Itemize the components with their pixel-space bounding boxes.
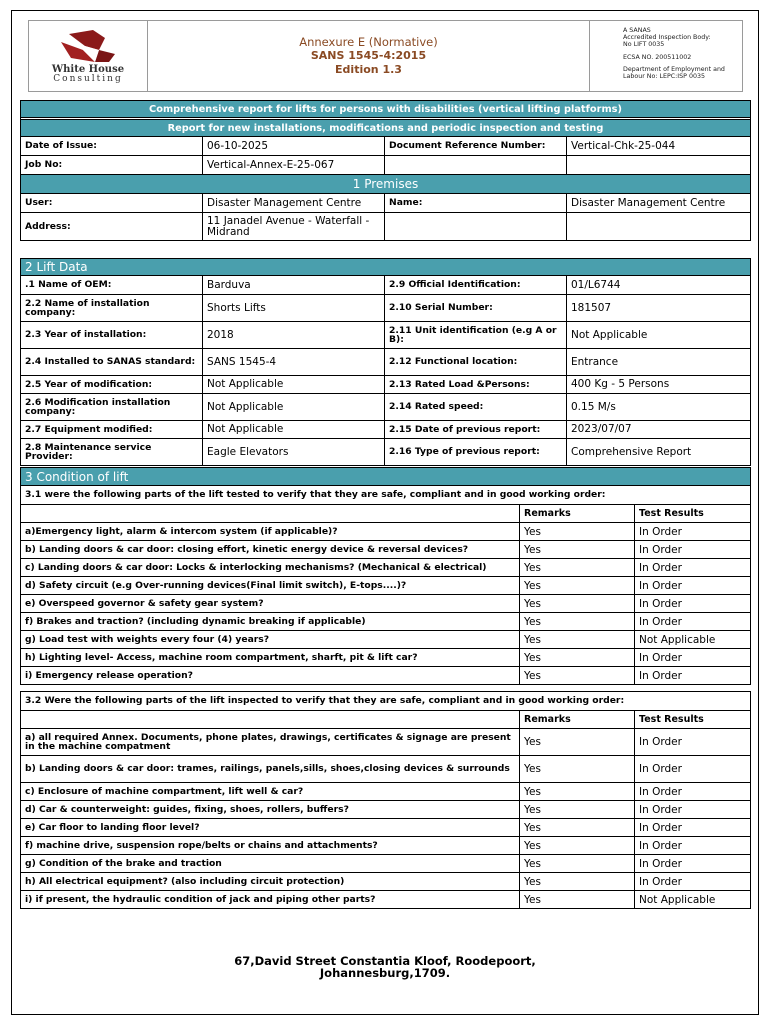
remarks-value: Yes — [520, 756, 635, 783]
address-line: Johannesburg,1709. — [319, 966, 451, 980]
checklist-row — [21, 667, 751, 685]
ecsa-number: ECSA NO. 200511002 — [623, 53, 692, 61]
lift-field-value: 0.15 M/s — [567, 394, 751, 421]
checklist-item: b) Landing doors & car door: trames, railings, panels,sills, shoes,closing devices & surrounds — [21, 756, 520, 783]
lift-field-label: 2.3 Year of installation: — [21, 322, 203, 349]
lift-data-section-title: 2 Lift Data — [21, 259, 751, 276]
document-title-block — [148, 21, 590, 91]
lift-data-row — [21, 295, 751, 322]
checklist-item: h) All electrical equipment? (also including circuit protection) — [21, 873, 520, 891]
checklist-row — [21, 613, 751, 631]
document-reference-label: Document Reference Number: — [385, 137, 567, 156]
checklist-item: f) Brakes and traction? (including dynamic breaking if applicable) — [21, 613, 520, 631]
remarks-value: Yes — [520, 819, 635, 837]
checklist-item: g) Load test with weights every four (4) years? — [21, 631, 520, 649]
lift-field-value: Comprehensive Report — [567, 439, 751, 466]
lift-data-table — [20, 258, 751, 466]
company-logo — [29, 21, 148, 91]
user-value: Disaster Management Centre — [203, 194, 385, 213]
test-result-value: In Order — [635, 523, 751, 541]
test-result-value: In Order — [635, 756, 751, 783]
remarks-value: Yes — [520, 541, 635, 559]
lift-field-label: 2.8 Maintenance service Provider: — [21, 439, 203, 466]
logo-subtitle: Consulting — [53, 74, 123, 84]
lift-field-label: 2.6 Modification installation company: — [21, 394, 203, 421]
checklist-item: a)Emergency light, alarm & intercom system (if applicable)? — [21, 523, 520, 541]
remarks-value: Yes — [520, 577, 635, 595]
lift-data-row — [21, 349, 751, 376]
lift-data-row — [21, 376, 751, 394]
remarks-value: Yes — [520, 837, 635, 855]
remarks-value: Yes — [520, 667, 635, 685]
lift-field-label: 2.15 Date of previous report: — [385, 421, 567, 439]
name-label: Name: — [385, 194, 567, 213]
lift-data-row — [21, 322, 751, 349]
remarks-value: Yes — [520, 729, 635, 756]
condition-section-title: 3 Condition of lift — [21, 468, 751, 486]
date-of-issue-label: Date of Issue: — [21, 137, 203, 156]
lift-field-label: 2.14 Rated speed: — [385, 394, 567, 421]
checklist-row — [21, 801, 751, 819]
date-of-issue-value: 06-10-2025 — [203, 137, 385, 156]
accreditation-line: A SANAS — [623, 27, 651, 34]
test-result-value: In Order — [635, 559, 751, 577]
user-label: User: — [21, 194, 203, 213]
test-result-value: In Order — [635, 595, 751, 613]
lift-data-row — [21, 421, 751, 439]
document-reference-value: Vertical-Chk-25-044 — [567, 137, 751, 156]
test-results-column-header: Test Results — [635, 711, 751, 729]
lift-field-value: Eagle Elevators — [203, 439, 385, 466]
checklist-item: i) if present, the hydraulic condition of jack and piping other parts? — [21, 891, 520, 909]
lift-field-label: 2.7 Equipment modified: — [21, 421, 203, 439]
test-results-column-header: Test Results — [635, 505, 751, 523]
condition-tested-table — [20, 467, 751, 685]
lift-field-value: 2023/07/07 — [567, 421, 751, 439]
test-result-value: In Order — [635, 855, 751, 873]
lift-field-label: 2.12 Functional location: — [385, 349, 567, 376]
checklist-row — [21, 595, 751, 613]
checklist-item: c) Landing doors & car door: Locks & interlocking mechanisms? (Mechanical & electrical) — [21, 559, 520, 577]
address-label: Address: — [21, 213, 203, 241]
remarks-value: Yes — [520, 801, 635, 819]
checklist-row — [21, 756, 751, 783]
test-result-value: In Order — [635, 541, 751, 559]
checklist-item: e) Car floor to landing floor level? — [21, 819, 520, 837]
address-value: 11 Janadel Avenue - Waterfall - Midrand — [203, 213, 385, 241]
test-result-value: Not Applicable — [635, 631, 751, 649]
name-value: Disaster Management Centre — [567, 194, 751, 213]
checklist-row — [21, 891, 751, 909]
lift-data-row — [21, 276, 751, 295]
company-address — [20, 955, 750, 979]
lift-field-label: 2.16 Type of previous report: — [385, 439, 567, 466]
accreditation-line: No LIFT 0035 — [623, 41, 665, 49]
inspected-question: 3.2 Were the following parts of the lift inspected to verify that they are safe, compliant and in good working order: — [21, 692, 751, 711]
premises-section-title: 1 Premises — [21, 175, 751, 194]
lift-field-label: .1 Name of OEM: — [21, 276, 203, 295]
checklist-row — [21, 649, 751, 667]
checklist-row — [21, 837, 751, 855]
lift-field-value: 2018 — [203, 322, 385, 349]
lift-field-value: SANS 1545-4 — [203, 349, 385, 376]
checklist-row — [21, 631, 751, 649]
lift-field-label: 2.11 Unit identification (e.g A or B): — [385, 322, 567, 349]
lift-field-value: 01/L6744 — [567, 276, 751, 295]
document-header — [28, 20, 743, 92]
remarks-value: Yes — [520, 631, 635, 649]
remarks-column-header: Remarks — [520, 505, 635, 523]
logo-name: White House — [51, 64, 125, 75]
checklist-row — [21, 577, 751, 595]
address-line: 67,David Street Constantia Kloof, Roodepoort, — [234, 954, 536, 968]
lift-field-label: 2.2 Name of installation company: — [21, 295, 203, 322]
standard-title: SANS 1545-4:2015 — [310, 49, 427, 62]
lift-field-value: Entrance — [567, 349, 751, 376]
lift-field-value: Shorts Lifts — [203, 295, 385, 322]
checklist-item: d) Car & counterweight: guides, fixing, shoes, rollers, buffers? — [21, 801, 520, 819]
accreditation-info — [590, 21, 742, 91]
department-line: Department of Employment and — [623, 65, 725, 73]
checklist-row — [21, 783, 751, 801]
test-result-value: In Order — [635, 801, 751, 819]
checklist-row — [21, 819, 751, 837]
test-result-value: In Order — [635, 729, 751, 756]
lift-field-value: 181507 — [567, 295, 751, 322]
remarks-value: Yes — [520, 891, 635, 909]
checklist-item: g) Condition of the brake and traction — [21, 855, 520, 873]
lift-field-label: 2.13 Rated Load &Persons: — [385, 376, 567, 394]
lift-field-label: 2.4 Installed to SANAS standard: — [21, 349, 203, 376]
lift-field-value: 400 Kg - 5 Persons — [567, 376, 751, 394]
checklist-row — [21, 559, 751, 577]
lift-field-label: 2.10 Serial Number: — [385, 295, 567, 322]
logo-mark-icon — [55, 28, 121, 64]
checklist-item: e) Overspeed governor & safety gear system? — [21, 595, 520, 613]
lift-field-value: Not Applicable — [203, 376, 385, 394]
lift-data-row — [21, 394, 751, 421]
remarks-value: Yes — [520, 873, 635, 891]
edition-title: Edition 1.3 — [335, 63, 402, 76]
remarks-value: Yes — [520, 523, 635, 541]
test-result-value: In Order — [635, 783, 751, 801]
remarks-column-header: Remarks — [520, 711, 635, 729]
lift-field-label: 2.5 Year of modification: — [21, 376, 203, 394]
checklist-item: a) all required Annex. Documents, phone plates, drawings, certificates & signage are present in the machine compatment — [21, 729, 520, 756]
test-result-value: In Order — [635, 819, 751, 837]
report-title: Comprehensive report for lifts for persons with disabilities (vertical lifting platforms) — [21, 101, 751, 118]
test-result-value: In Order — [635, 613, 751, 631]
test-result-value: In Order — [635, 667, 751, 685]
remarks-value: Yes — [520, 855, 635, 873]
checklist-item: f) machine drive, suspension rope/belts or chains and attachments? — [21, 837, 520, 855]
remarks-value: Yes — [520, 649, 635, 667]
lift-field-label: 2.9 Official Identification: — [385, 276, 567, 295]
checklist-item: h) Lighting level- Access, machine room compartment, sharft, pit & lift car? — [21, 649, 520, 667]
lift-field-value: Not Applicable — [203, 394, 385, 421]
job-no-value: Vertical-Annex-E-25-067 — [203, 156, 385, 175]
checklist-row — [21, 541, 751, 559]
checklist-row — [21, 729, 751, 756]
report-subtitle: Report for new installations, modifications and periodic inspection and testing — [21, 120, 751, 137]
remarks-value: Yes — [520, 783, 635, 801]
lift-field-value: Barduva — [203, 276, 385, 295]
checklist-item: i) Emergency release operation? — [21, 667, 520, 685]
checklist-row — [21, 873, 751, 891]
job-no-label: Job No: — [21, 156, 203, 175]
report-info-table — [20, 100, 751, 241]
lift-data-row — [21, 439, 751, 466]
checklist-row — [21, 523, 751, 541]
remarks-value: Yes — [520, 595, 635, 613]
tested-question: 3.1 were the following parts of the lift tested to verify that they are safe, compliant and in good working order: — [21, 486, 751, 505]
remarks-value: Yes — [520, 613, 635, 631]
test-result-value: In Order — [635, 873, 751, 891]
remarks-value: Yes — [520, 559, 635, 577]
checklist-item: d) Safety circuit (e.g Over-running devices(Final limit switch), E-tops....)? — [21, 577, 520, 595]
lift-field-value: Not Applicable — [567, 322, 751, 349]
test-result-value: Not Applicable — [635, 891, 751, 909]
test-result-value: In Order — [635, 577, 751, 595]
test-result-value: In Order — [635, 649, 751, 667]
lift-field-value: Not Applicable — [203, 421, 385, 439]
checklist-item: c) Enclosure of machine compartment, lift well & car? — [21, 783, 520, 801]
accreditation-line: Accredited Inspection Body: — [623, 34, 711, 42]
test-result-value: In Order — [635, 837, 751, 855]
department-line: Labour No: LEPC:ISP 0035 — [623, 73, 705, 81]
annexure-title: Annexure E (Normative) — [299, 35, 438, 49]
checklist-row — [21, 855, 751, 873]
checklist-item: b) Landing doors & car door: closing effort, kinetic energy device & reversal devices? — [21, 541, 520, 559]
condition-inspected-table — [20, 691, 751, 909]
